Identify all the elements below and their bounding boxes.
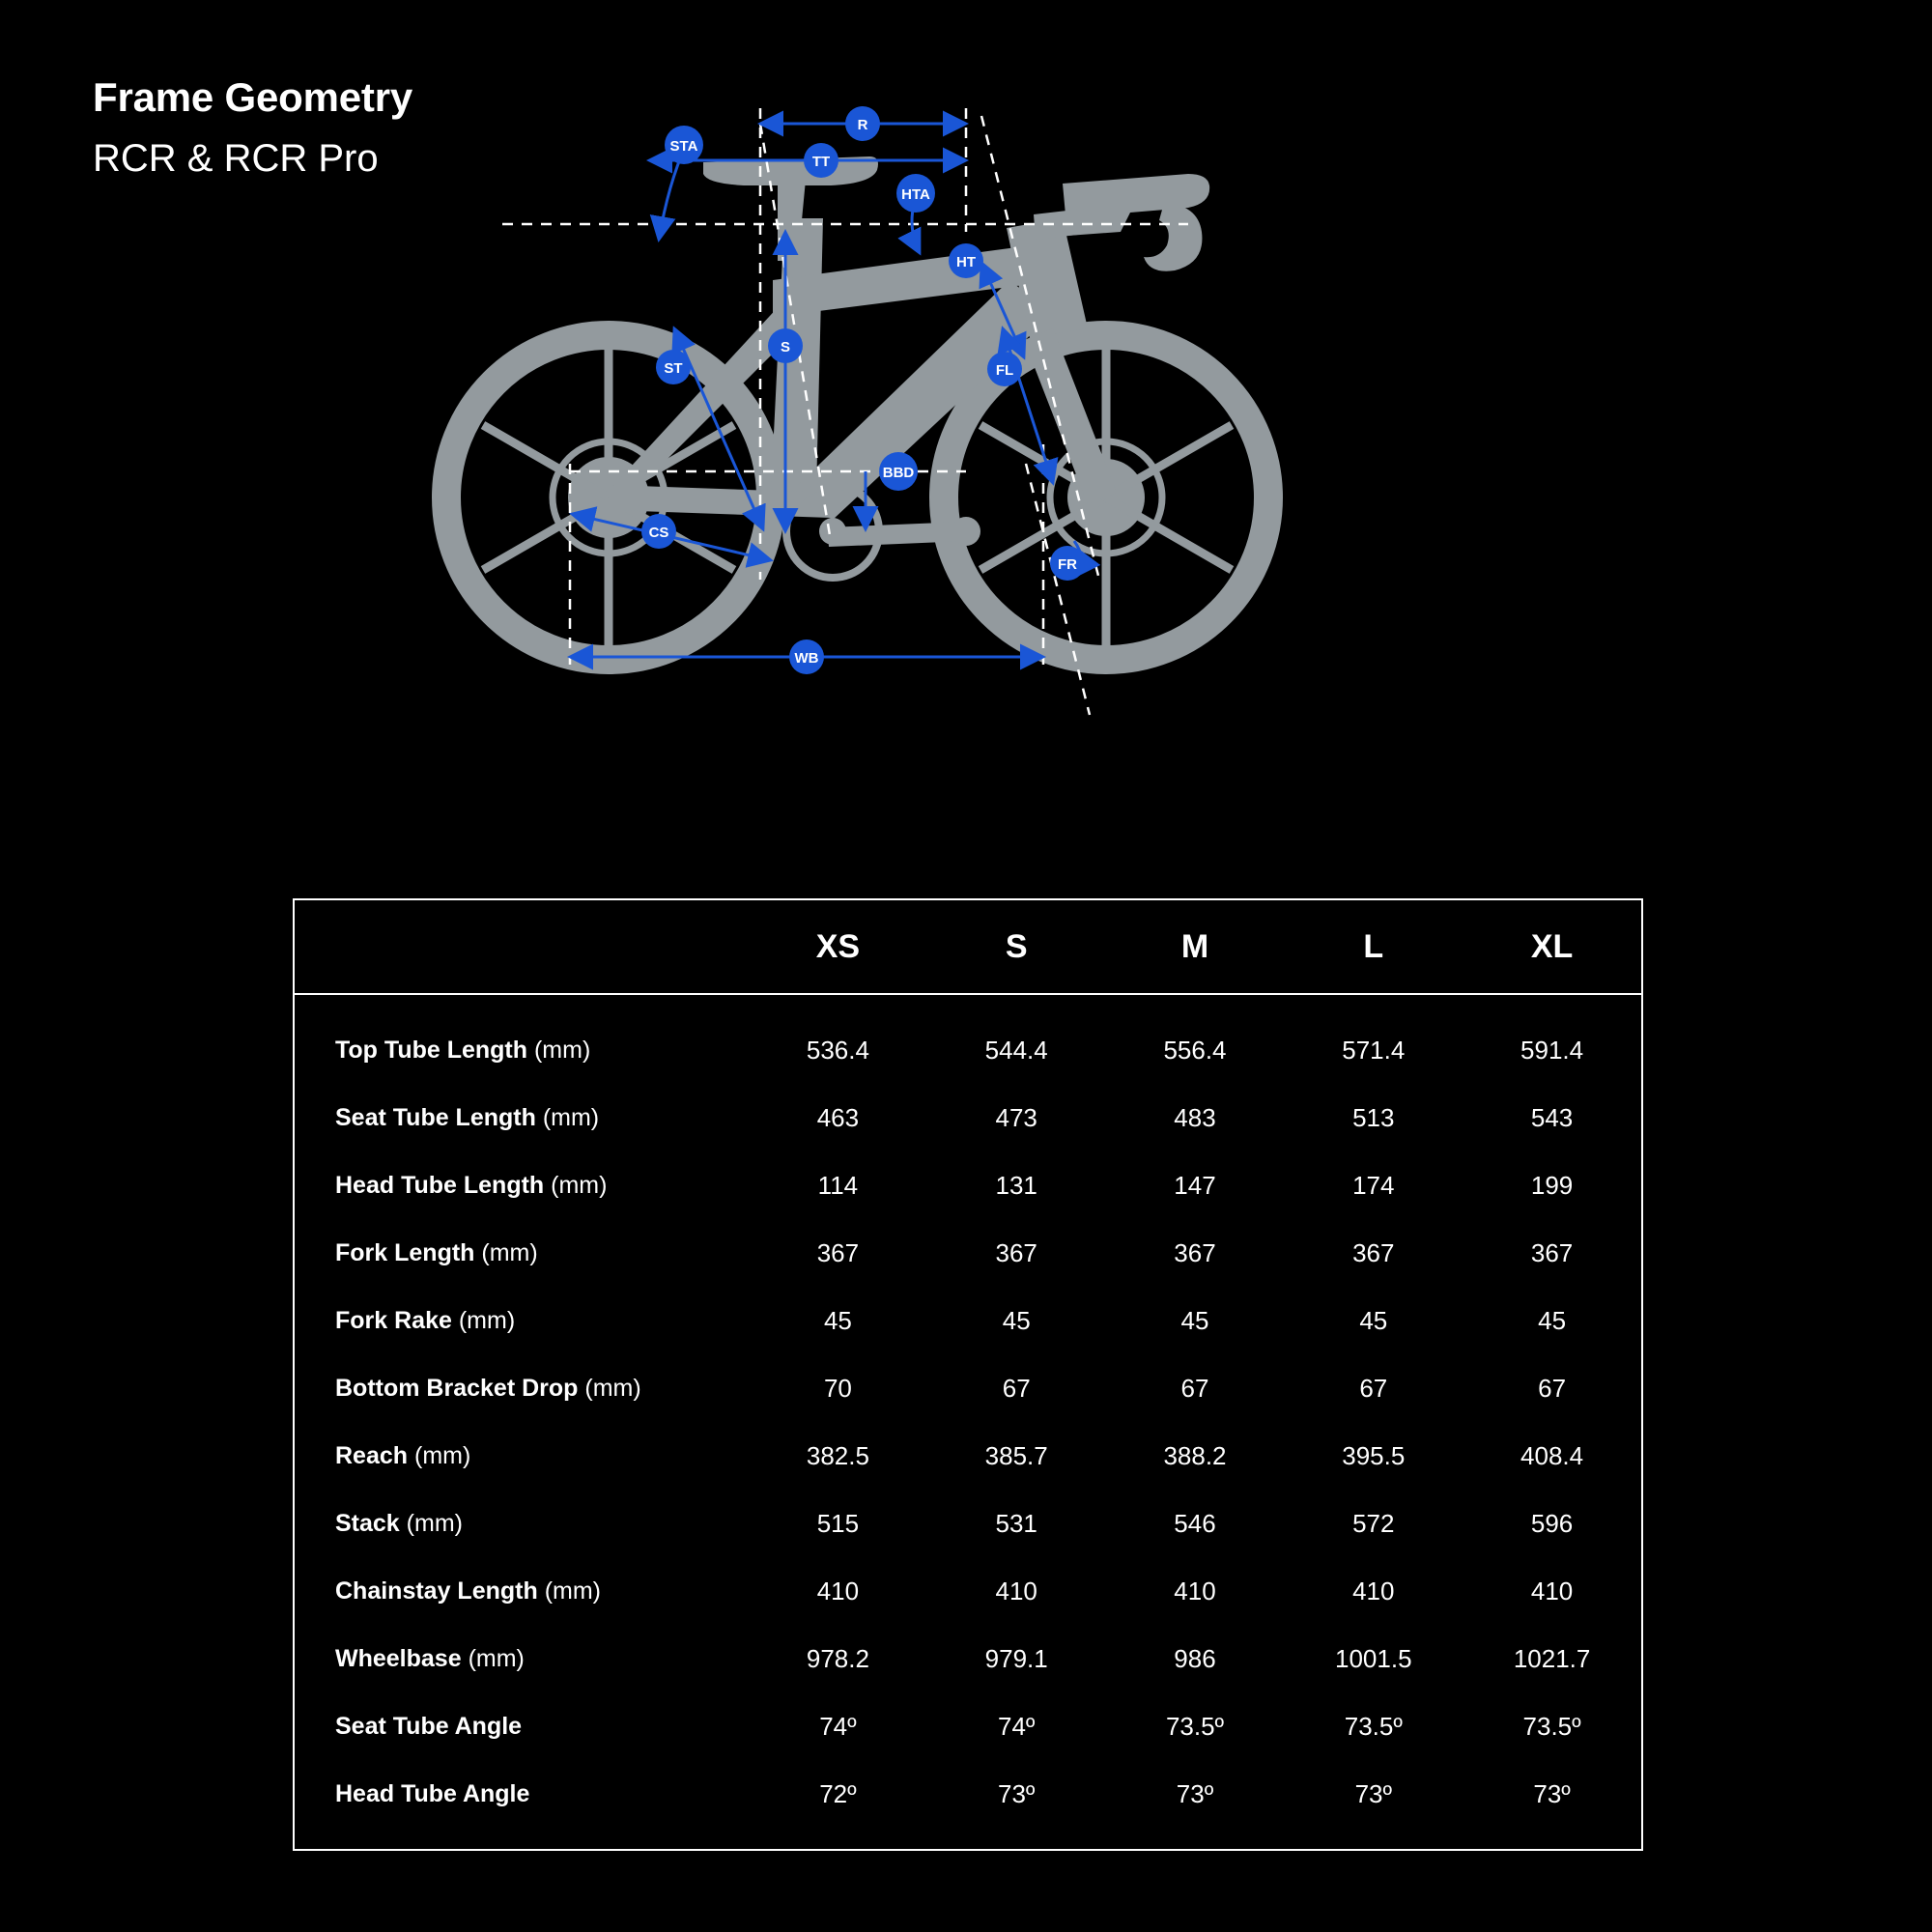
row-label-text: Fork Rake [335, 1306, 452, 1334]
cell-chainstay-length-xl: 410 [1530, 1576, 1574, 1605]
row-label-text: Bottom Bracket Drop [335, 1374, 579, 1402]
callout-label: FR [1058, 556, 1077, 573]
cell-top-tube-length-xs: 536.4 [806, 1035, 869, 1065]
row-unit: (mm) [551, 1171, 608, 1199]
cell-reach-xl: 408.4 [1520, 1440, 1584, 1470]
table-row [295, 1760, 1641, 1849]
cell-seat-tube-angle-s: 74º [997, 1711, 1036, 1741]
cell-head-tube-angle-m: 73º [1176, 1778, 1214, 1808]
row-unit: (mm) [544, 1577, 602, 1605]
column-header-xs: XS [749, 900, 927, 994]
row-label-head-tube-length [295, 1151, 749, 1219]
cell-fork-length-s: 367 [995, 1237, 1037, 1267]
cell-wheelbase-xl: 1021.7 [1513, 1643, 1591, 1673]
geometry-table [295, 900, 1641, 1849]
table-row [295, 1287, 1641, 1354]
cell-bottom-bracket-drop-l: 67 [1359, 1373, 1388, 1403]
cell-wheelbase-m: 986 [1174, 1643, 1216, 1673]
row-unit: (mm) [468, 1644, 525, 1672]
table-row [295, 1219, 1641, 1287]
cell-bottom-bracket-drop-xs: 70 [823, 1373, 852, 1403]
cell-reach-l: 395.5 [1342, 1440, 1406, 1470]
table-header-row [295, 900, 1641, 994]
callout-top-tube-length[interactable] [804, 143, 838, 178]
cell-bottom-bracket-drop-m: 67 [1180, 1373, 1209, 1403]
row-label-text: Fork Length [335, 1238, 475, 1266]
row-label-text: Chainstay Length [335, 1577, 538, 1605]
cell-seat-tube-angle-xl: 73.5º [1522, 1711, 1581, 1741]
page-title: Frame Geometry [93, 74, 413, 120]
cell-chainstay-length-l: 410 [1352, 1576, 1395, 1605]
cell-stack-xs: 515 [816, 1508, 860, 1538]
callout-bottom-bracket-drop[interactable] [879, 452, 918, 491]
cell-reach-xs: 382.5 [806, 1440, 869, 1470]
bike-geometry-diagram [290, 39, 1449, 889]
cell-head-tube-length-s: 131 [995, 1170, 1037, 1200]
cell-top-tube-length-m: 556.4 [1163, 1035, 1227, 1065]
row-unit: (mm) [406, 1509, 463, 1537]
callout-chainstay-length[interactable] [641, 514, 676, 549]
cell-seat-tube-length-l: 513 [1352, 1102, 1395, 1132]
callout-label: BBD [882, 465, 915, 481]
cell-fork-rake-xl: 45 [1538, 1305, 1567, 1335]
geometry-table-container [293, 898, 1643, 1851]
table-row [295, 1490, 1641, 1557]
row-label-bottom-bracket-drop [295, 1354, 749, 1422]
row-label-text: Seat Tube Angle [335, 1712, 523, 1740]
callout-fork-length[interactable] [987, 352, 1022, 386]
cell-reach-s: 385.7 [984, 1440, 1048, 1470]
table-row [295, 1422, 1641, 1490]
cell-seat-tube-length-m: 483 [1174, 1102, 1216, 1132]
cell-stack-xl: 596 [1530, 1508, 1574, 1538]
table-row [295, 1151, 1641, 1219]
table-row [295, 1625, 1641, 1692]
callout-label: TT [811, 154, 831, 170]
cell-head-tube-length-m: 147 [1174, 1170, 1216, 1200]
callout-label: HTA [901, 186, 930, 203]
cell-head-tube-length-l: 174 [1352, 1170, 1395, 1200]
cell-top-tube-length-xl: 591.4 [1520, 1035, 1584, 1065]
row-label-top-tube-length [295, 994, 749, 1084]
callout-reach[interactable] [845, 106, 880, 141]
row-label-text: Head Tube Angle [335, 1779, 530, 1807]
cell-head-tube-angle-xl: 73º [1533, 1778, 1571, 1808]
row-label-wheelbase [295, 1625, 749, 1692]
cell-bottom-bracket-drop-xl: 67 [1538, 1373, 1567, 1403]
cell-wheelbase-xs: 978.2 [806, 1643, 869, 1673]
cell-seat-tube-length-xl: 543 [1530, 1102, 1574, 1132]
table-row [295, 1692, 1641, 1760]
cell-stack-s: 531 [995, 1508, 1037, 1538]
row-label-reach [295, 1422, 749, 1490]
cell-stack-m: 546 [1174, 1508, 1216, 1538]
column-header-l: L [1284, 900, 1463, 994]
callout-wheelbase[interactable] [789, 639, 824, 674]
cell-fork-rake-xs: 45 [823, 1305, 852, 1335]
row-label-fork-rake [295, 1287, 749, 1354]
row-label-text: Top Tube Length [335, 1036, 528, 1064]
table-row [295, 994, 1641, 1084]
cell-head-tube-length-xl: 199 [1530, 1170, 1574, 1200]
callout-fork-rake[interactable] [1050, 546, 1085, 581]
callout-label: S [780, 339, 791, 355]
cell-fork-length-xl: 367 [1530, 1237, 1574, 1267]
callout-label: FL [995, 362, 1014, 379]
row-unit: (mm) [414, 1441, 471, 1469]
row-label-text: Wheelbase [335, 1644, 462, 1672]
table-corner-cell [295, 900, 749, 994]
cell-seat-tube-length-s: 473 [995, 1102, 1037, 1132]
cell-fork-rake-l: 45 [1359, 1305, 1388, 1335]
cell-seat-tube-angle-l: 73.5º [1344, 1711, 1403, 1741]
column-header-s: S [927, 900, 1106, 994]
row-label-stack [295, 1490, 749, 1557]
callout-label: ST [664, 360, 683, 377]
row-label-chainstay-length [295, 1557, 749, 1625]
callout-label: CS [648, 525, 669, 541]
cell-head-tube-angle-xs: 72º [819, 1778, 857, 1808]
cell-head-tube-angle-s: 73º [997, 1778, 1036, 1808]
callout-stack[interactable] [768, 328, 803, 363]
row-unit: (mm) [458, 1306, 516, 1334]
row-label-head-tube-angle [295, 1760, 749, 1849]
row-label-seat-tube-angle [295, 1692, 749, 1760]
cell-fork-rake-m: 45 [1180, 1305, 1209, 1335]
row-unit: (mm) [481, 1238, 538, 1266]
cell-reach-m: 388.2 [1163, 1440, 1227, 1470]
table-body [295, 994, 1641, 1849]
cell-chainstay-length-xs: 410 [816, 1576, 860, 1605]
page-subtitle: RCR & RCR Pro [93, 137, 379, 181]
cell-fork-length-l: 367 [1352, 1237, 1395, 1267]
callout-label: HT [956, 254, 976, 270]
cell-stack-l: 572 [1352, 1508, 1395, 1538]
row-label-fork-length [295, 1219, 749, 1287]
cell-seat-tube-angle-xs: 74º [819, 1711, 857, 1741]
row-label-text: Seat Tube Length [335, 1103, 536, 1131]
table-row [295, 1084, 1641, 1151]
cell-wheelbase-s: 979.1 [984, 1643, 1048, 1673]
callout-head-tube-length[interactable] [949, 243, 983, 278]
cell-seat-tube-angle-m: 73.5º [1165, 1711, 1225, 1741]
row-unit: (mm) [584, 1374, 641, 1402]
cell-top-tube-length-l: 571.4 [1342, 1035, 1406, 1065]
callout-seat-tube-length[interactable] [656, 350, 691, 384]
cell-fork-length-m: 367 [1174, 1237, 1216, 1267]
row-label-text: Reach [335, 1441, 409, 1469]
callout-head-tube-angle[interactable] [896, 174, 935, 213]
cell-chainstay-length-m: 410 [1174, 1576, 1216, 1605]
row-label-text: Head Tube Length [335, 1171, 545, 1199]
row-label-seat-tube-length [295, 1084, 749, 1151]
table-row [295, 1354, 1641, 1422]
cell-head-tube-angle-l: 73º [1354, 1778, 1392, 1808]
cell-fork-length-xs: 367 [816, 1237, 860, 1267]
row-unit: (mm) [533, 1036, 591, 1064]
cell-fork-rake-s: 45 [1002, 1305, 1031, 1335]
cell-head-tube-length-xs: 114 [817, 1170, 859, 1200]
column-header-xl: XL [1463, 900, 1641, 994]
cell-seat-tube-length-xs: 463 [816, 1102, 860, 1132]
column-header-m: M [1106, 900, 1285, 994]
cell-wheelbase-l: 1001.5 [1335, 1643, 1412, 1673]
cell-top-tube-length-s: 544.4 [984, 1035, 1048, 1065]
row-label-text: Stack [335, 1509, 400, 1537]
callout-label: WB [794, 650, 819, 667]
table-head [295, 900, 1641, 994]
cell-bottom-bracket-drop-s: 67 [1002, 1373, 1031, 1403]
callout-seat-tube-angle[interactable] [665, 126, 703, 164]
row-unit: (mm) [542, 1103, 600, 1131]
table-row [295, 1557, 1641, 1625]
callout-label: STA [669, 138, 698, 155]
cell-chainstay-length-s: 410 [995, 1576, 1037, 1605]
callout-label: R [857, 117, 868, 133]
